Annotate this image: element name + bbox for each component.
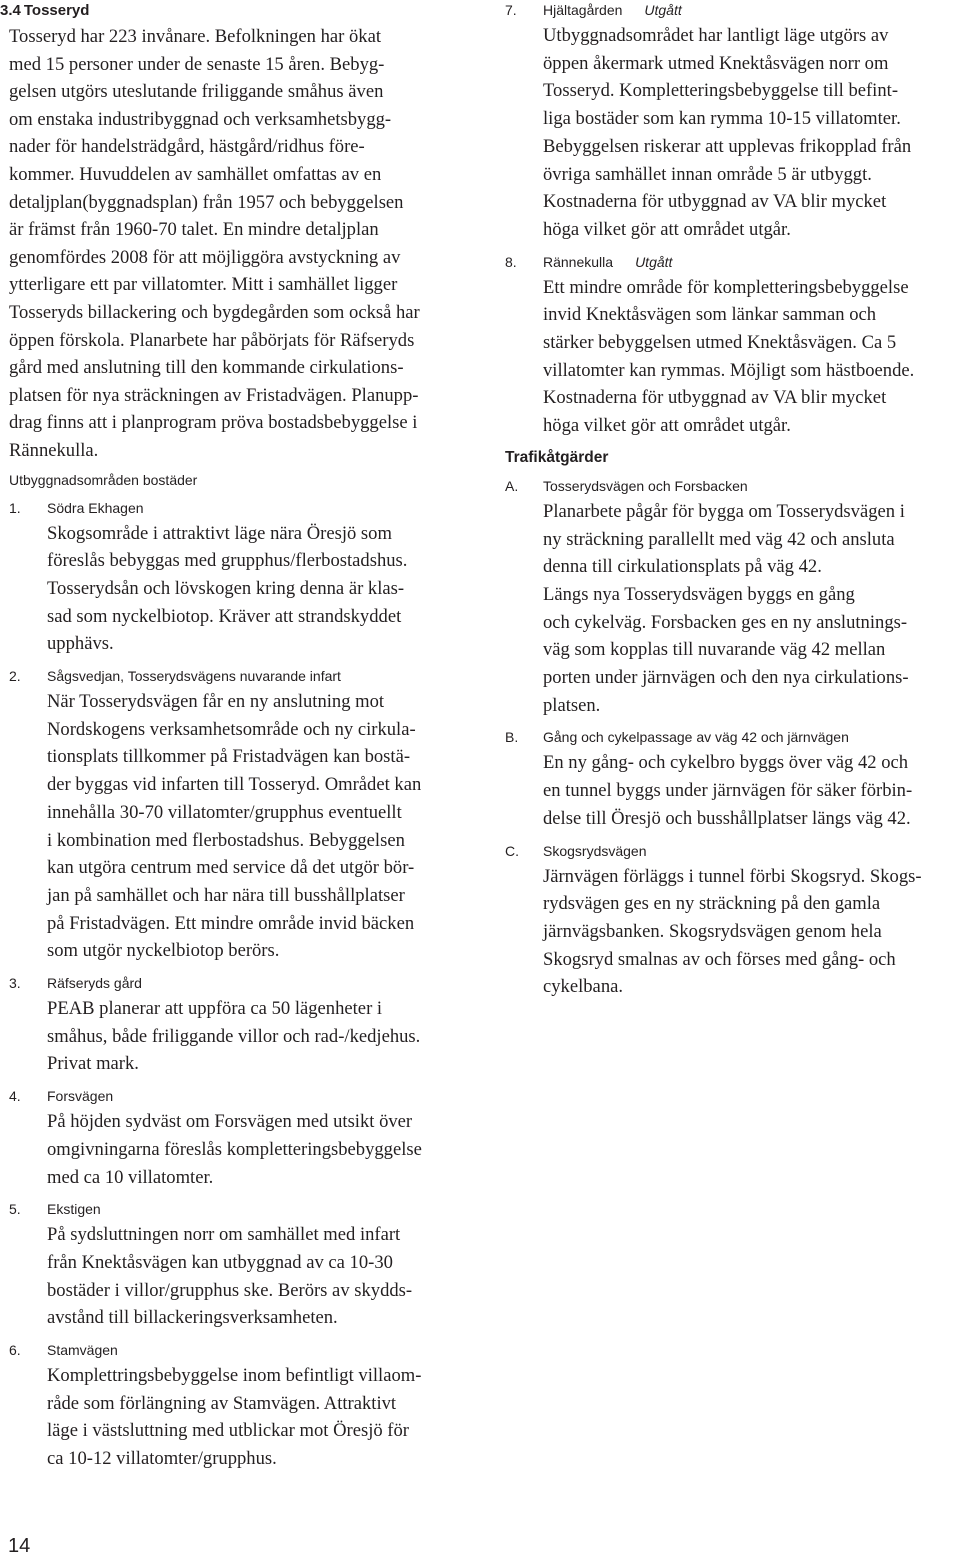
item-number: B. — [505, 729, 519, 746]
item-description — [47, 520, 469, 659]
text-line: Tosserydsån och lövskogen kring denna är klas- — [47, 577, 405, 599]
text-line: småhus, både friliggande villor och rad-/kedjehus. — [47, 1025, 421, 1047]
item-number: 8. — [505, 253, 517, 270]
housing-area-7 — [505, 0, 960, 244]
text-line: denna till cirkulationsplats på väg 42. — [543, 556, 822, 578]
text-line: kan utgöra centrum med service då det utgör bör- — [47, 857, 415, 879]
item-name: Södra Ekhagen — [47, 499, 144, 516]
section-number: 3.4 — [0, 2, 21, 19]
text-line: föreslås bebyggas med grupphus/flerbostadshus. — [47, 550, 408, 572]
text-line: som utgör nyckelbiotop berörs. — [47, 940, 280, 962]
item-description — [47, 1362, 469, 1473]
item-description — [543, 498, 960, 720]
text-line: övriga samhället innan område 5 är utbyggt. — [543, 163, 872, 185]
text-line: öppen förskola. Planarbete har påbörjats för Räfseryds — [9, 329, 415, 351]
item-name: Forsvägen — [47, 1088, 114, 1105]
text-line: väg som kopplas till nuvarande väg 42 mellan — [543, 639, 886, 661]
item-heading — [505, 841, 960, 861]
item-number: C. — [505, 842, 519, 859]
text-line: Ett mindre område för kompletteringsbebyggelse — [543, 276, 909, 298]
item-number: 1. — [9, 499, 21, 516]
text-line: läge i västsluttning med utblickar mot Öresjö för — [47, 1420, 409, 1442]
item-heading — [9, 1340, 469, 1360]
traffic-measures-list — [505, 476, 960, 1001]
text-line: cykelbana. — [543, 976, 624, 998]
text-line: ca 10-12 villatomter/grupphus. — [47, 1448, 277, 1470]
item-name: Stamvägen — [47, 1342, 118, 1359]
text-line: drag finns att i planprogram pröva bostadsbebyggelse i — [9, 412, 418, 434]
text-line: gård med anslutning till den kommande cirkulations- — [9, 357, 404, 379]
text-line: en tunnel byggs under järnvägen för säker förbin- — [543, 780, 913, 802]
text-line: der byggas vid infarten till Tosseryd. Området kan — [47, 774, 422, 796]
item-name: Tosserydsvägen och Forsbacken — [543, 477, 748, 494]
text-line: invid Knektåsvägen som länkar samman och — [543, 304, 877, 326]
text-line: delse till Öresjö och busshållplatser längs väg 42. — [543, 807, 911, 829]
page-number: 14 — [8, 1535, 31, 1557]
text-line: öppen åkermark utmed Knektåsvägen norr om — [543, 52, 889, 74]
text-line: och cykelväg. Forsbacken ges en ny anslutnings- — [543, 611, 908, 633]
text-line: kommer. Huvuddelen av samhället omfattas av en — [9, 163, 382, 185]
text-line: bostäder i villor/grupphus ske. Berörs av skydds- — [47, 1279, 413, 1301]
item-description — [47, 1108, 469, 1191]
text-line: Järnvägen förläggs i tunnel förbi Skogsryd. Skogs- — [543, 865, 922, 887]
text-line: omgivningarna föreslås kompletteringsbebyggelse — [47, 1138, 422, 1160]
text-line: detaljplan(byggnadsplan) från 1957 och bebyggelsen — [9, 191, 404, 213]
text-line: Utbyggnadsområdet har lantligt läge utgörs av — [543, 25, 889, 46]
text-line: Kostnaderna för utbyggnad av VA blir mycket — [543, 387, 887, 409]
text-line: platsen. — [543, 694, 601, 716]
item-description — [47, 995, 469, 1078]
text-line: platsen för nya sträckningen av Fristadvägen. Planupp- — [9, 384, 419, 406]
item-heading — [9, 973, 469, 993]
housing-area-6 — [9, 1340, 469, 1473]
text-line: nader för handelsträdgård, hästgård/ridhus före- — [9, 136, 365, 158]
text-line: ytterligare ett par villatomter. Mitt i samhället ligger — [9, 274, 398, 296]
housing-area-2 — [9, 666, 469, 965]
text-line: är främst från 1960-70 talet. En mindre detaljplan — [9, 219, 379, 241]
text-line: höga vilket gör att området utgår. — [543, 415, 791, 437]
text-line: avstånd till billackeringsverksamheten. — [47, 1307, 338, 1329]
item-number: 7. — [505, 2, 517, 18]
text-line: från Knektåsvägen kan utbyggnad av ca 10-30 — [47, 1251, 393, 1273]
item-number: A. — [505, 477, 519, 494]
housing-area-5 — [9, 1199, 469, 1332]
text-line: med 15 personer under de senaste 15 åren. Bebyg- — [9, 53, 385, 75]
item-heading — [9, 1199, 469, 1219]
text-line: På höjden sydväst om Forsvägen med utsikt över — [47, 1111, 413, 1133]
text-line: på Fristadvägen. Ett mindre område invid bäcken — [47, 912, 415, 934]
item-name: Gång och cykelpassage av väg 42 och järnvägen — [543, 729, 849, 746]
text-line: porten under järnvägen och den nya cirkulations- — [543, 667, 909, 689]
left-column — [0, 0, 469, 1473]
item-description — [47, 1221, 469, 1332]
text-line: villatomter kan rymmas. Möjligt som hästboende. — [543, 359, 915, 381]
item-number: 4. — [9, 1088, 21, 1105]
text-line: Privat mark. — [47, 1053, 139, 1075]
item-number: 5. — [9, 1201, 21, 1218]
item-description — [47, 688, 469, 965]
item-name: Räfseryds gård — [47, 975, 142, 992]
text-line: En ny gång- och cykelbro byggs över väg 42 och — [543, 752, 909, 774]
text-line: ny sträckning parallellt med väg 42 och ansluta — [543, 528, 895, 550]
housing-area-1 — [9, 498, 469, 659]
item-heading — [505, 727, 960, 747]
text-line: innehålla 30-70 villatomter/grupphus eventuellt — [47, 801, 402, 823]
item-name: Sågsvedjan, Tosserydsvägens nuvarande infart — [47, 668, 341, 685]
housing-areas-list-continued — [505, 0, 960, 440]
text-line: Tosseryds billackering och bygdegården som också har — [9, 301, 420, 323]
traffic-measure-2 — [505, 727, 960, 832]
text-line: PEAB planerar att uppföra ca 50 lägenheter i — [47, 998, 383, 1020]
item-heading — [505, 252, 960, 272]
text-line: Rännekulla. — [9, 439, 99, 461]
text-line: Tosseryd har 223 invånare. Befolkningen har ökat — [9, 26, 382, 47]
item-status: Utgått — [635, 253, 673, 270]
text-line: Tosseryd. Kompletteringsbebyggelse till befint- — [543, 80, 899, 102]
text-line: råde som förlängning av Stamvägen. Attraktivt — [47, 1392, 397, 1414]
text-line: sad som nyckelbiotop. Kräver att strandskyddet — [47, 605, 402, 627]
text-line: jan på samhället och har nära till busshållplatser — [47, 884, 405, 906]
text-line: tionsplats tillkommer på Fristadvägen kan bostä- — [47, 746, 411, 768]
item-description — [543, 22, 960, 244]
section-heading — [0, 1, 460, 21]
text-line: Komplettringsbebyggelse inom befintligt villaom- — [47, 1365, 422, 1387]
text-line: Bebyggelsen riskerar att upplevas frikopplad från — [543, 135, 912, 157]
item-heading — [9, 666, 469, 686]
item-number: 6. — [9, 1342, 21, 1359]
item-number: 2. — [9, 668, 21, 685]
intro-paragraph — [9, 23, 469, 465]
text-line: Planarbete pågår för bygga om Tosserydsvägen i — [543, 500, 905, 522]
text-line: rydsvägen ges en ny sträckning på den gamla — [543, 893, 881, 915]
item-name: Rännekulla — [543, 253, 614, 270]
text-line: höga vilket gör att området utgår. — [543, 218, 791, 240]
text-line: Skogsområde i attraktivt läge nära Öresjö som — [47, 522, 392, 544]
text-line: Nordskogens verksamhetsområde och ny cirkula- — [47, 718, 416, 740]
item-heading — [505, 0, 960, 20]
item-description — [543, 274, 960, 440]
text-line: På sydsluttningen norr om samhället med infart — [47, 1224, 401, 1246]
right-column — [505, 0, 960, 1001]
item-number: 3. — [9, 975, 21, 992]
traffic-measure-3 — [505, 841, 960, 1002]
housing-area-8 — [505, 252, 960, 440]
item-description — [543, 863, 960, 1002]
item-name: Ekstigen — [47, 1201, 101, 1218]
text-line: Skogsryd smalnas av och förses med gång- och — [543, 948, 896, 970]
text-line: med ca 10 villatomter. — [47, 1166, 214, 1188]
item-name: Hjältagården — [543, 2, 623, 18]
traffic-heading: Trafikåtgärder — [505, 448, 609, 466]
item-heading — [9, 498, 469, 518]
text-line: Längs nya Tosserydsvägen byggs en gång — [543, 583, 855, 605]
traffic-measure-1 — [505, 476, 960, 720]
text-line: gelsen utgörs uteslutande friliggande småhus även — [9, 81, 384, 103]
item-status: Utgått — [644, 2, 682, 18]
housing-areas-list — [9, 498, 469, 1473]
text-line: upphävs. — [47, 633, 114, 655]
item-description — [543, 749, 960, 832]
text-line: järnvägsbanken. Skogsrydsvägen genom hela — [543, 920, 882, 942]
text-line: När Tosserydsvägen får en ny anslutning mot — [47, 691, 385, 713]
text-line: stärker bebyggelsen utmed Knektåsvägen. Ca 5 — [543, 332, 897, 354]
text-line: Kostnaderna för utbyggnad av VA blir mycket — [543, 191, 887, 213]
item-heading — [505, 476, 960, 496]
text-line: genomfördes 2008 för att möjliggöra avstyckning av — [9, 246, 401, 268]
text-line: om enstaka industribyggnad och verksamhetsbygg- — [9, 108, 392, 130]
housing-area-4 — [9, 1086, 469, 1191]
item-name: Skogsrydsvägen — [543, 842, 647, 859]
text-line: liga bostäder som kan rymma 10-15 villatomter. — [543, 108, 901, 130]
housing-area-3 — [9, 973, 469, 1078]
housing-heading: Utbyggnadsområden bostäder — [9, 471, 198, 488]
text-line: i kombination med flerbostadshus. Bebyggelsen — [47, 829, 405, 851]
section-title: Tosseryd — [23, 2, 90, 19]
item-heading — [9, 1086, 469, 1106]
